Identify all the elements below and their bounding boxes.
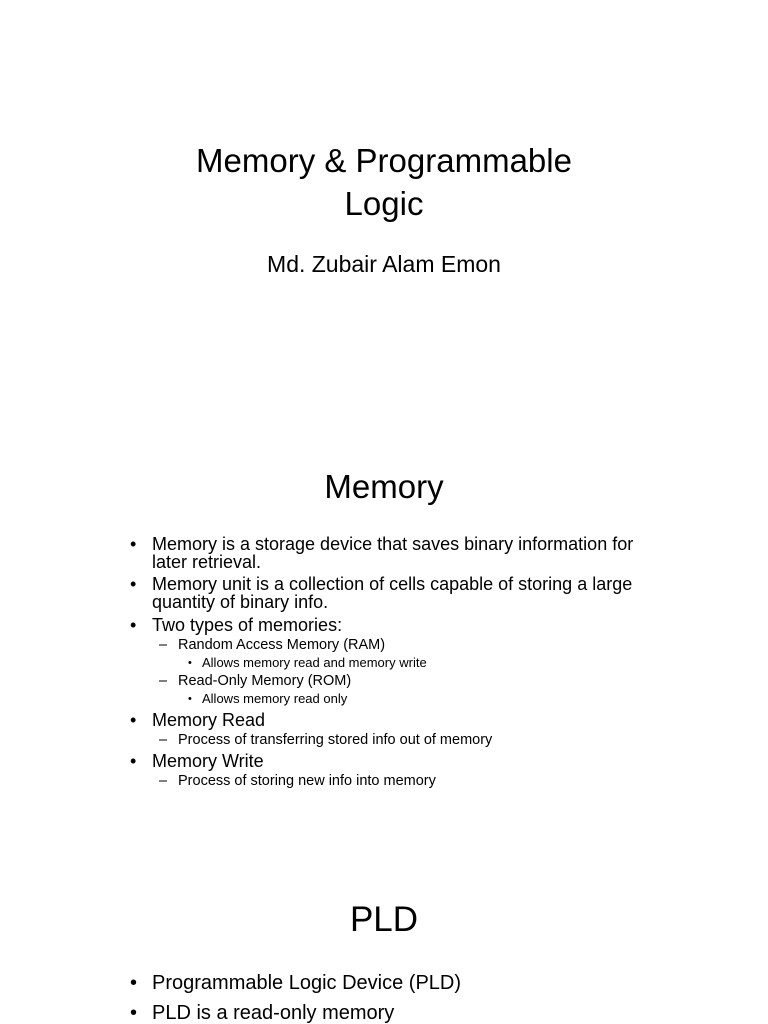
slide-3-bullet-list [130, 972, 650, 1024]
bullet-item [130, 1002, 650, 1024]
slide-1-author: Md. Zubair Alam Emon [267, 251, 501, 277]
bullet-marker: • [130, 574, 137, 594]
sub-sub-bullet-item [130, 690, 650, 708]
sub-bullet-text: Random Access Memory (RAM) [178, 637, 386, 653]
slide-1-title-line-2: Logic [344, 185, 424, 222]
sub-sub-bullet-marker: • [188, 657, 192, 669]
bullet-marker: • [130, 751, 137, 771]
bullet-text: Memory Read [152, 710, 266, 730]
bullet-item [130, 711, 650, 729]
sub-bullet-item [130, 636, 650, 654]
slide-3-title: PLD [349, 900, 419, 939]
slide-1-title [0, 139, 768, 225]
sub-bullet-text: Process of storing new info into memory [178, 773, 436, 789]
sub-bullet-item [130, 672, 650, 690]
sub-bullet-item [130, 731, 650, 749]
bullet-marker: • [130, 972, 138, 994]
bullet-item [130, 575, 650, 611]
bullet-text: Programmable Logic Device (PLD) [152, 972, 462, 994]
sub-bullet-marker: – [159, 732, 168, 748]
slide-2-title: Memory [324, 468, 444, 505]
bullet-text: Memory unit is a collection of cells capable of storing a large quantity of binary info. [152, 574, 633, 612]
bullet-text: PLD is a read-only memory [152, 1002, 395, 1024]
bullet-item [130, 616, 650, 634]
sub-bullet-text: Process of transferring stored info out of memory [178, 732, 493, 748]
sub-sub-bullet-item [130, 654, 650, 672]
bullet-text: Two types of memories: [152, 615, 343, 635]
slide-2-bullet-list [130, 535, 650, 790]
slide-1-title-line-1: Memory & Programmable [196, 142, 572, 179]
sub-bullet-marker: – [159, 637, 168, 653]
sub-bullet-item [130, 772, 650, 790]
bullet-marker: • [130, 615, 137, 635]
bullet-marker: • [130, 1002, 138, 1024]
sub-bullet-marker: – [159, 773, 168, 789]
bullet-marker: • [130, 534, 137, 554]
bullet-item [130, 535, 650, 571]
sub-sub-bullet-marker: • [188, 693, 192, 705]
sub-sub-bullet-text: Allows memory read and memory write [202, 655, 427, 670]
sub-bullet-marker: – [159, 673, 168, 689]
sub-bullet-text: Read-Only Memory (ROM) [178, 673, 352, 689]
bullet-item [130, 972, 650, 994]
bullet-marker: • [130, 710, 137, 730]
bullet-text: Memory Write [152, 751, 264, 771]
bullet-item [130, 752, 650, 770]
bullet-text: Memory is a storage device that saves binary information for later retrieval. [152, 534, 634, 572]
sub-sub-bullet-text: Allows memory read only [202, 691, 348, 706]
